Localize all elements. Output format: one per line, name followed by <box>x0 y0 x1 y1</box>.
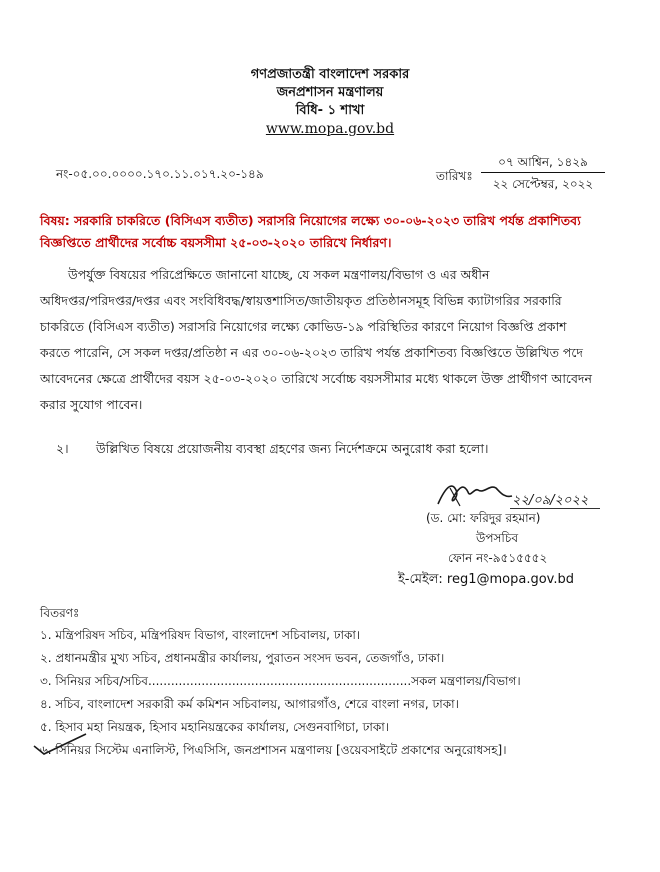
ministry-title: জনপ্রশাসন মন্ত্রণালয় <box>276 85 384 100</box>
handwritten-signature <box>434 476 514 512</box>
distribution-item: ২. প্রধানমন্ত্রীর মুখ্য সচিব, প্রধানমন্ত্রীর কার্যালয়, পুরাতন সংসদ ভবন, তেজগাঁও, ঢাকা। <box>40 651 445 665</box>
distribution-item: ১. মন্ত্রিপরিষদ সচিব, মন্ত্রিপরিষদ বিভাগ, বাংলাদেশ সচিবালয়, ঢাকা। <box>40 628 361 642</box>
checkmark-icon <box>30 730 90 756</box>
paragraph-line: আবেদনের ক্ষেত্রে প্রার্থীদের বয়স ২৫-০৩-২০২০ তারিখে সর্বোচ্চ বয়সসীমার মধ্যে থাকলে উক্ত প্রার্থীগণ আবেদন <box>40 371 592 386</box>
signatory-designation: উপসচিব <box>476 531 519 545</box>
paragraph-line: চাকরিতে (বিসিএস ব্যতীত) সরাসরি নিয়োগের লক্ষ্যে কোভিড-১৯ পরিস্থিতির কারণে নিয়োগ বিজ্ঞপ্তি প্রকাশ <box>40 319 567 334</box>
paragraph-line: করতে পারেনি, সে সকল দপ্তর/প্রতিষ্ঠা ন এর ৩০-০৬-২০২৩ তারিখ পর্যন্ত প্রকাশিতব্য বিজ্ঞপ্তিতে উল্লিখিত পদে <box>40 345 583 360</box>
govt-title: গণপ্রজাতন্ত্রী বাংলাদেশ সরকার <box>250 67 410 82</box>
paragraph-line: করার সুযোগ পাবেন। <box>40 397 143 412</box>
branch-title: বিধি- ১ শাখা <box>295 103 365 118</box>
distribution-item: ৬. সিনিয়র সিস্টেম এনালিস্ট, পিএসিসি, জনপ্রশাসন মন্ত্রণালয় [ওয়েবসাইটে প্রকাশের অনুরোধসহ]। <box>40 743 507 757</box>
date-bangla: ০৭ আশ্বিন, ১৪২৯ <box>498 155 588 169</box>
date-english: ২২ সেপ্টেম্বর, ২০২২ <box>492 177 594 191</box>
subject-line-2: বিজ্ঞপ্তিতে প্রার্থীদের সর্বোচ্চ বয়সসীমা ২৫-০৩-২০২০ তারিখে নির্ধারণ। <box>40 235 392 250</box>
subject-line-1: বিষয়: সরকারি চাকরিতে (বিসিএস ব্যতীত) সরাসরি নিয়োগের লক্ষ্যে ৩০-০৬-২০২৩ তারিখ পর্যন্ত প্রকাশিতব্য <box>40 213 581 228</box>
website-link[interactable] <box>0 120 660 138</box>
paragraph-2-number: ২। <box>56 441 69 456</box>
signature-underline <box>510 508 600 509</box>
signature-date: ২২/০৯/২০২২ <box>512 493 589 508</box>
paragraph-line: অধিদপ্তর/পরিদপ্তর/দপ্তর এবং সংবিধিবদ্ধ/স্বায়ত্তশাসিত/জাতীয়কৃত প্রতিষ্ঠানসমূহ বিভিন্ন ক্যাটাগরির সরকারি <box>40 293 562 308</box>
date-divider <box>481 172 605 173</box>
paragraph-line: উপর্যুক্ত বিষয়ের পরিপ্রেক্ষিতে জানানো যাচ্ছে, যে সকল মন্ত্রণালয়/বিভাগ ও এর অধীন <box>68 267 490 282</box>
website-text[interactable]: www.mopa.gov.bd <box>265 121 395 137</box>
memo-number: নং-০৫.০০.০০০০.১৭০.১১.০১৭.২০-১৪৯ <box>56 167 264 181</box>
distribution-heading: বিতরণঃ <box>40 606 80 620</box>
signatory-phone: ফোন নং-৯৫১৫৫৫২ <box>448 551 548 565</box>
body-paragraph-1 <box>40 262 624 418</box>
distribution-item: ৩. সিনিয়র সচিব/সচিব.....................................................................সকল মন্ত্রণালয়/বিভাগ। <box>40 674 521 688</box>
distribution-item: ৫. হিসাব মহা নিয়ন্ত্রক, হিসাব মহানিয়ন্ত্রকের কার্যালয়, সেগুনবাগিচা, ঢাকা। <box>40 720 390 734</box>
paragraph-2-text: উল্লিখিত বিষয়ে প্রয়োজনীয় ব্যবস্থা গ্রহণের জন্য নির্দেশক্রমে অনুরোধ করা হলো। <box>96 441 489 456</box>
date-label: তারিখঃ <box>436 169 473 183</box>
signatory-name: (ড. মো: ফরিদুর রহমান) <box>426 511 541 525</box>
signatory-email: ই-মেইল: reg1@mopa.gov.bd <box>398 572 574 587</box>
distribution-item: ৪. সচিব, বাংলাদেশ সরকারী কর্ম কমিশন সচিবালয়, আগারগাঁও, শেরে বাংলা নগর, ঢাকা। <box>40 697 459 711</box>
